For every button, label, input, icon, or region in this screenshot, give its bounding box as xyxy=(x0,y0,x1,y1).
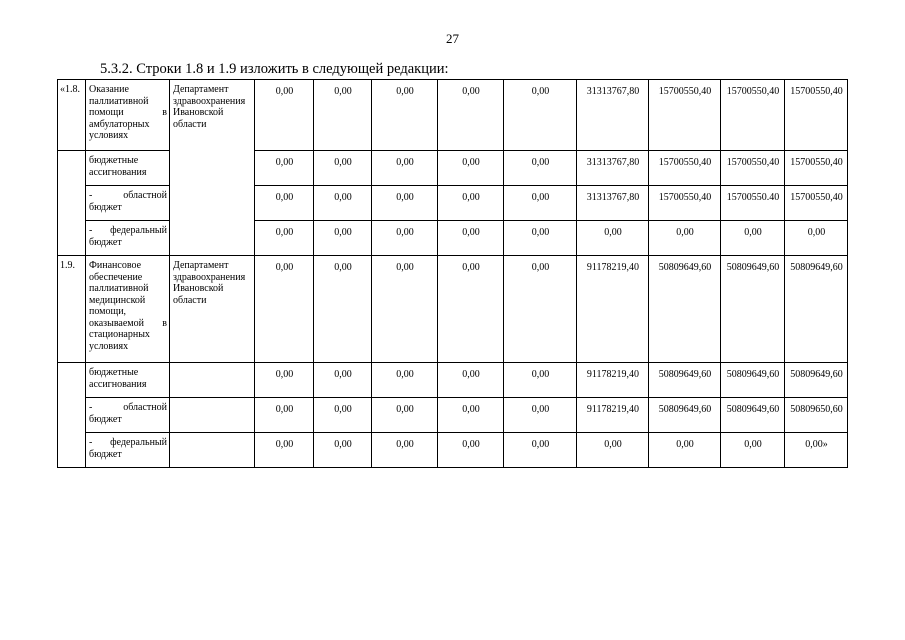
row-label: - областной бюджет xyxy=(86,398,170,433)
value-cell: 50809650,60 xyxy=(785,398,848,433)
value-cell: 0,00 xyxy=(438,398,504,433)
value-cell: 31313767,80 xyxy=(577,80,649,151)
table-row-1-9 xyxy=(58,256,848,363)
table-row-1-9-regional xyxy=(58,398,848,433)
value-cell: 0,00 xyxy=(255,256,314,363)
value-cell: 0,00 xyxy=(438,80,504,151)
value-cell: 0,00 xyxy=(438,256,504,363)
value-cell: 0,00 xyxy=(255,151,314,186)
value-cell: 0,00» xyxy=(785,433,848,468)
row-code: 1.9. xyxy=(58,256,86,363)
row-label: бюджетные ассигнования xyxy=(86,363,170,398)
row-code xyxy=(58,151,86,256)
value-cell: 31313767,80 xyxy=(577,186,649,221)
value-cell: 50809649,60 xyxy=(649,256,721,363)
value-cell: 0,00 xyxy=(314,221,372,256)
value-cell: 0,00 xyxy=(438,151,504,186)
value-cell: 0,00 xyxy=(372,221,438,256)
row-code xyxy=(58,363,86,468)
row-label: бюджетные ассигнования xyxy=(86,151,170,186)
value-cell: 0,00 xyxy=(785,221,848,256)
value-cell: 0,00 xyxy=(255,433,314,468)
value-cell: 91178219,40 xyxy=(577,256,649,363)
value-cell: 0,00 xyxy=(438,221,504,256)
value-cell: 0,00 xyxy=(721,221,785,256)
row-executor: Департамент здравоохранения Ивановской области xyxy=(170,80,255,256)
value-cell: 0,00 xyxy=(314,186,372,221)
value-cell: 0,00 xyxy=(504,256,577,363)
value-cell: 0,00 xyxy=(372,398,438,433)
value-cell: 15700550,40 xyxy=(785,80,848,151)
value-cell: 50809649,60 xyxy=(649,363,721,398)
value-cell: 0,00 xyxy=(314,80,372,151)
value-cell: 0,00 xyxy=(255,398,314,433)
value-cell: 15700550,40 xyxy=(721,151,785,186)
row-label: - федеральный бюджет xyxy=(86,221,170,256)
value-cell: 0,00 xyxy=(504,433,577,468)
value-cell: 0,00 xyxy=(372,256,438,363)
value-cell: 0,00 xyxy=(255,80,314,151)
table-row-1-9-budget xyxy=(58,363,848,398)
value-cell: 0,00 xyxy=(438,186,504,221)
value-cell: 0,00 xyxy=(504,221,577,256)
row-name: Финансовое обеспечение паллиативной медицинской помощи, оказываемой в стационарных условиях xyxy=(86,256,170,363)
value-cell: 15700550,40 xyxy=(785,186,848,221)
row-label: - федеральный бюджет xyxy=(86,433,170,468)
section-heading: 5.3.2. Строки 1.8 и 1.9 изложить в следующей редакции: xyxy=(100,61,449,77)
value-cell: 15700550,40 xyxy=(649,151,721,186)
value-cell: 0,00 xyxy=(577,221,649,256)
value-cell: 0,00 xyxy=(438,433,504,468)
program-table xyxy=(57,79,848,468)
value-cell: 15700550,40 xyxy=(649,186,721,221)
row-executor xyxy=(170,363,255,398)
row-executor xyxy=(170,433,255,468)
row-code: «1.8. xyxy=(58,80,86,151)
value-cell: 31313767,80 xyxy=(577,151,649,186)
value-cell: 0,00 xyxy=(504,363,577,398)
value-cell: 0,00 xyxy=(314,363,372,398)
value-cell: 0,00 xyxy=(314,433,372,468)
value-cell: 0,00 xyxy=(577,433,649,468)
page-number: 27 xyxy=(446,31,459,46)
value-cell: 50809649,60 xyxy=(785,256,848,363)
value-cell: 0,00 xyxy=(721,433,785,468)
value-cell: 0,00 xyxy=(314,151,372,186)
value-cell: 0,00 xyxy=(255,221,314,256)
table-row-1-8 xyxy=(58,80,848,151)
value-cell: 0,00 xyxy=(504,80,577,151)
value-cell: 91178219,40 xyxy=(577,363,649,398)
value-cell: 0,00 xyxy=(372,80,438,151)
value-cell: 0,00 xyxy=(255,363,314,398)
value-cell: 0,00 xyxy=(504,398,577,433)
value-cell: 50809649,60 xyxy=(721,256,785,363)
value-cell: 0,00 xyxy=(314,256,372,363)
value-cell: 15700550,40 xyxy=(785,151,848,186)
value-cell: 0,00 xyxy=(504,151,577,186)
value-cell: 50809649,60 xyxy=(649,398,721,433)
value-cell: 0,00 xyxy=(438,363,504,398)
value-cell: 0,00 xyxy=(314,398,372,433)
row-executor xyxy=(170,398,255,433)
row-name: Оказание паллиативной помощи в амбулаторных условиях xyxy=(86,80,170,151)
value-cell: 0,00 xyxy=(372,433,438,468)
value-cell: 0,00 xyxy=(504,186,577,221)
value-cell: 0,00 xyxy=(372,363,438,398)
value-cell: 91178219,40 xyxy=(577,398,649,433)
row-label: - областной бюджет xyxy=(86,186,170,221)
value-cell: 15700550,40 xyxy=(721,80,785,151)
row-executor: Департамент здравоохранения Ивановской области xyxy=(170,256,255,363)
value-cell: 0,00 xyxy=(649,433,721,468)
value-cell: 15700550,40 xyxy=(649,80,721,151)
value-cell: 0,00 xyxy=(372,151,438,186)
value-cell: 50809649,60 xyxy=(721,398,785,433)
value-cell: 15700550.40 xyxy=(721,186,785,221)
value-cell: 50809649,60 xyxy=(785,363,848,398)
table-row-1-9-federal xyxy=(58,433,848,468)
value-cell: 0,00 xyxy=(255,186,314,221)
value-cell: 50809649,60 xyxy=(721,363,785,398)
value-cell: 0,00 xyxy=(372,186,438,221)
value-cell: 0,00 xyxy=(649,221,721,256)
